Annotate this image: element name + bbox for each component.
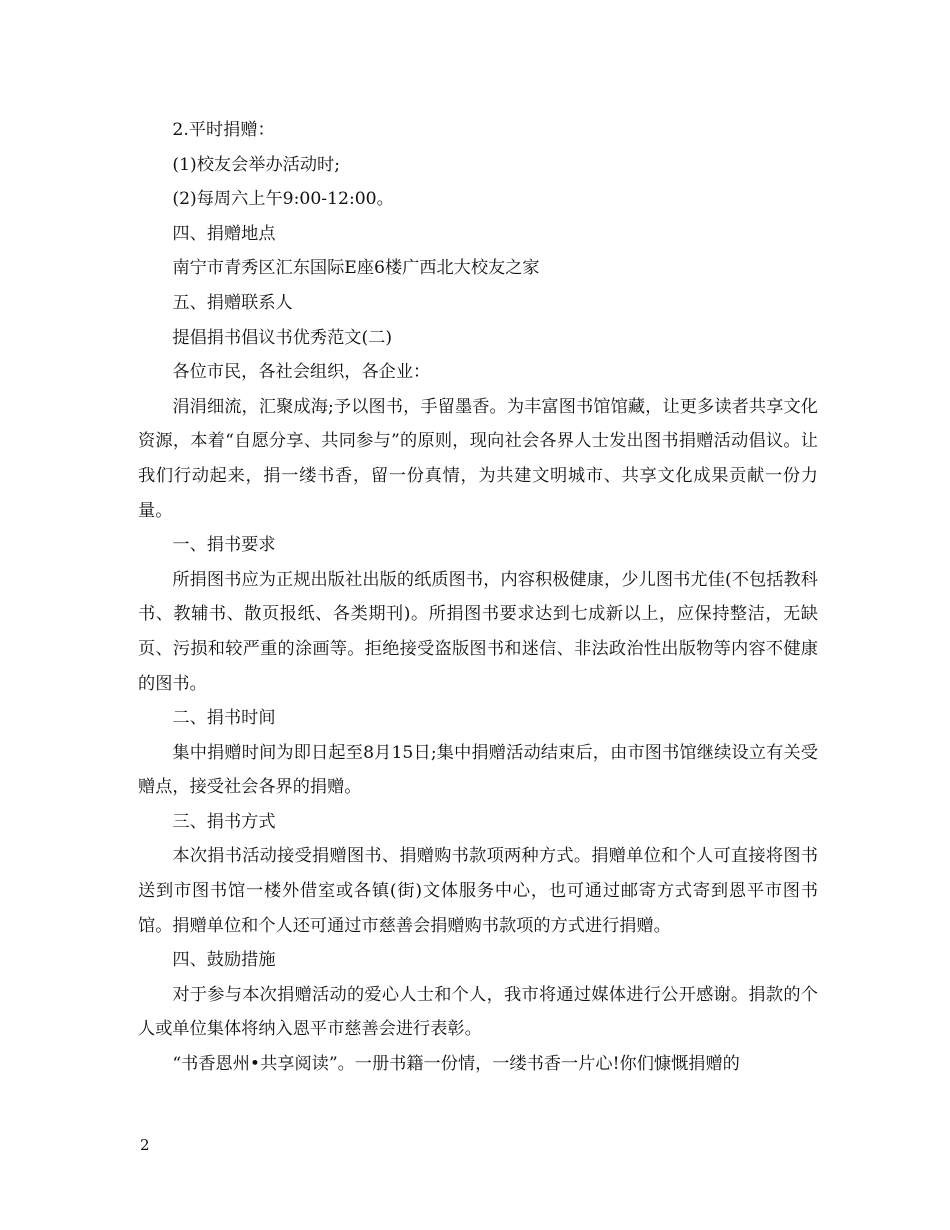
paragraph: 对于参与本次捐赠活动的爱心人士和个人，我市将通过媒体进行公开感谢。捐款的个人或单位集体将纳入恩平市慈善会进行表彰。 xyxy=(138,984,818,1040)
paragraph: 涓涓细流，汇聚成海;予以图书，手留墨香。为丰富图书馆馆藏，让更多读者共享文化资源，本着“自愿分享、共同参与”的原则，现向社会各界人士发出图书捐赠活动倡议。让我们行动起来，捐一缕书香，留一份真情，为共建文明城市、共享文化成果贡献一份力量。 xyxy=(138,396,818,521)
section-heading: 一、捐书要求 xyxy=(172,535,276,556)
paragraph: “书香恩州•共享阅读”。一册书籍一份情，一缕书香一片心!你们慷慨捐赠的 xyxy=(172,1054,740,1075)
page-number: 2 xyxy=(140,1136,150,1154)
paragraph: 2.平时捐赠： xyxy=(172,120,275,140)
paragraph: 集中捐赠时间为即日起至8月15日;集中捐赠活动结束后，由市图书馆继续设立有关受赠点，接受社会各界的捐赠。 xyxy=(138,742,818,798)
section-heading: 三、捐书方式 xyxy=(172,811,276,832)
section-heading: 四、鼓励措施 xyxy=(172,950,276,971)
salutation: 各位市民，各社会组织，各企业： xyxy=(172,362,431,383)
paragraph: 本次捐书活动接受捐赠图书、捐赠购书款项两种方式。捐赠单位和个人可直接将图书送到市图书馆一楼外借室或各镇(街)文体服务中心，也可通过邮寄方式寄到恩平市图书馆。捐赠单位和个人还可通过市慈善会捐赠购书款项的方式进行捐赠。 xyxy=(138,846,818,936)
section-heading: 四、捐赠地点 xyxy=(172,223,276,244)
section-heading: 五、捐赠联系人 xyxy=(172,292,293,313)
paragraph: 所捐图书应为正规出版社出版的纸质图书，内容积极健康，少儿图书尤佳(不包括教科书、教辅书、散页报纸、各类期刊)。所捐图书要求达到七成新以上，应保持整洁，无缺页、污损和较严重的涂画等。拒绝接受盗版图书和迷信、非法政治性出版物等内容不健康的图书。 xyxy=(138,569,818,694)
document-title: 提倡捐书倡议书优秀范文(二) xyxy=(172,327,393,348)
paragraph: 南宁市青秀区汇东国际E座6楼广西北大校友之家 xyxy=(172,258,540,279)
paragraph: (1)校友会举办活动时; xyxy=(172,154,341,175)
section-heading: 二、捐书时间 xyxy=(172,708,276,729)
document-body xyxy=(138,113,818,1082)
paragraph: (2)每周六上午9:00-12:00。 xyxy=(172,189,394,210)
